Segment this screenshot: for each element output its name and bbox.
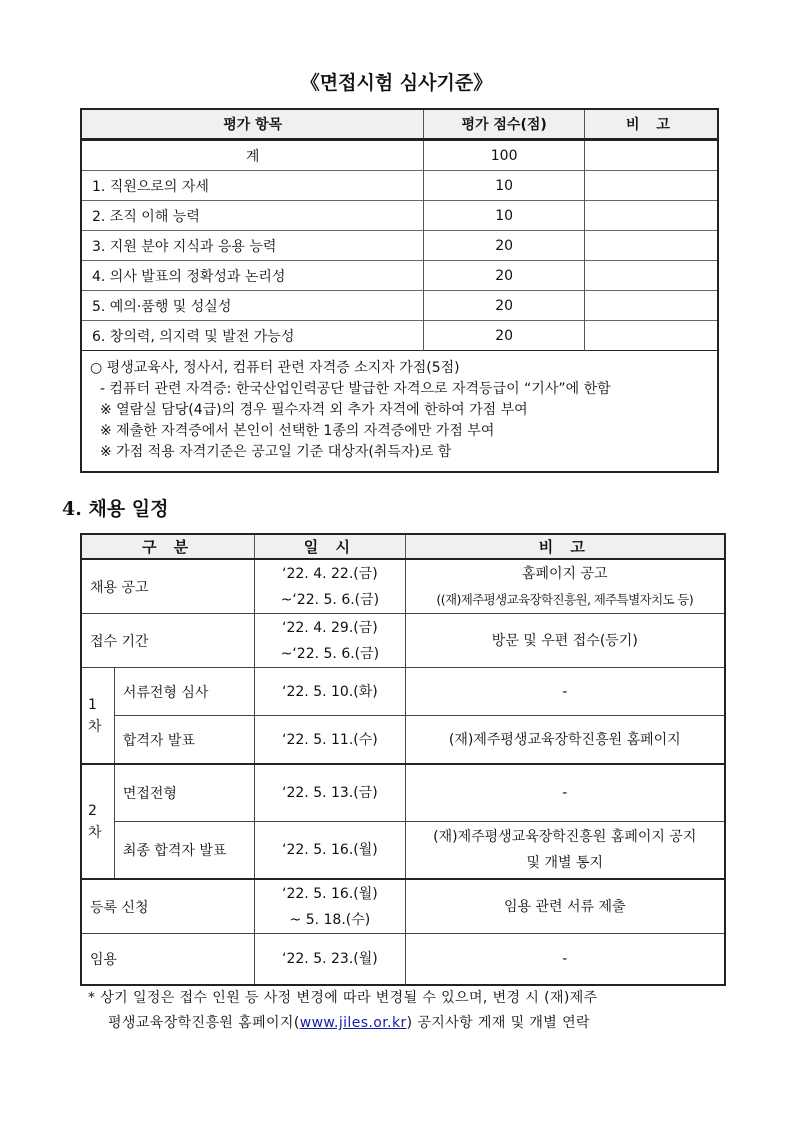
- notes-row: [81, 351, 718, 473]
- phase1-num: 1: [88, 696, 97, 713]
- header-item: 평가 항목: [81, 109, 424, 140]
- final-announce-remark: [405, 822, 725, 880]
- announce-remark-main: 홈페이지 공고: [521, 565, 608, 582]
- item-remark: [584, 201, 718, 231]
- header-remark: 비 고: [584, 109, 718, 140]
- item-label: 2. 조직 이해 능력: [81, 201, 424, 231]
- register-label: 등록 신청: [81, 879, 255, 934]
- total-score: 100: [424, 140, 585, 171]
- table-row: [81, 171, 718, 201]
- item-label: 3. 지원 분야 지식과 응용 능력: [81, 231, 424, 261]
- register-date-start: ‘22. 5. 16.(월): [282, 885, 378, 902]
- item-label: 1. 직원으로의 자세: [81, 171, 424, 201]
- appoint-remark: -: [405, 934, 725, 986]
- table-row: [81, 291, 718, 321]
- row-phase2-final: [81, 822, 725, 880]
- schedule-footnote: [88, 986, 598, 1036]
- item-remark: [584, 231, 718, 261]
- item-label: 6. 창의력, 의지력 및 발전 가능성: [81, 321, 424, 351]
- note-computer-cert: - 컴퓨터 관련 자격증: 한국산업인력공단 발급한 자격으로 자격등급이 “기사”에 한함: [100, 381, 611, 397]
- row-phase1-pass: [81, 716, 725, 765]
- interview-label: 면접전형: [114, 764, 254, 822]
- footnote-line1: * 상기 일정은 접수 인원 등 사정 변경에 따라 변경될 수 있으며, 변경 시 (재)제주: [88, 990, 598, 1006]
- item-score: 10: [424, 171, 585, 201]
- final-remark-line1: (재)제주평생교육장학진흥원 홈페이지 공지: [433, 829, 697, 845]
- item-score: 10: [424, 201, 585, 231]
- item-remark: [584, 291, 718, 321]
- row-phase2-interview: [81, 764, 725, 822]
- announce-label: 채용 공고: [90, 579, 149, 596]
- final-remark-line2: 및 개별 통지: [526, 855, 604, 871]
- pass-announce-remark: (재)제주평생교육장학진흥원 홈페이지: [405, 716, 725, 765]
- criteria-table: [80, 108, 719, 473]
- footnote-line2-pre: 평생교육장학진흥원 홈페이지(: [108, 1015, 300, 1031]
- footnote-line2-post: ) 공지사항 게재 및 개별 연락: [406, 1015, 590, 1031]
- item-score: 20: [424, 231, 585, 261]
- note-cert-criteria: ※ 가점 적용 자격기준은 공고일 기준 대상자(취득자)로 함: [100, 444, 452, 460]
- register-date: [255, 879, 405, 934]
- final-announce-date: ‘22. 5. 16.(월): [255, 822, 405, 880]
- phase2-num: 2: [88, 802, 97, 819]
- receipt-date: [255, 614, 405, 668]
- total-remark: [584, 140, 718, 171]
- doc-screen-label: 서류전형 심사: [114, 668, 254, 716]
- announce-date: [255, 559, 405, 614]
- receipt-date-end: ~‘22. 5. 6.(금): [280, 645, 380, 662]
- header-score: 평가 점수(점): [424, 109, 585, 140]
- note-one-cert: ※ 제출한 자격증에서 본인이 선택한 1종의 자격증에만 가점 부여: [100, 423, 495, 439]
- total-row: [81, 140, 718, 171]
- announce-remark-sub: ((재)제주평생교육장학진흥원, 제주특별자치도 등): [436, 591, 694, 607]
- receipt-remark: 방문 및 우편 접수(등기): [405, 614, 725, 668]
- announce-date-end: ~‘22. 5. 6.(금): [280, 591, 380, 608]
- row-register: [81, 879, 725, 934]
- item-label: 4. 의사 발표의 정확성과 논리성: [81, 261, 424, 291]
- item-remark: [584, 321, 718, 351]
- phase1-char: 차: [88, 718, 102, 735]
- appoint-date: ‘22. 5. 23.(월): [255, 934, 405, 986]
- item-score: 20: [424, 261, 585, 291]
- receipt-date-start: ‘22. 4. 29.(금): [282, 619, 378, 636]
- table-row: [81, 231, 718, 261]
- doc-screen-remark: -: [405, 668, 725, 716]
- row-phase1-doc: [81, 668, 725, 716]
- item-score: 20: [424, 291, 585, 321]
- pass-announce-date: ‘22. 5. 11.(수): [255, 716, 405, 765]
- final-announce-label: 최종 합격자 발표: [114, 822, 254, 880]
- phase1-label: [81, 668, 114, 765]
- announce-remark: [405, 559, 725, 614]
- receipt-label: 접수 기간: [81, 614, 255, 668]
- table-row: [81, 201, 718, 231]
- total-label: 계: [245, 148, 260, 165]
- appoint-label: 임용: [81, 934, 255, 986]
- table-row: [81, 261, 718, 291]
- item-score: 20: [424, 321, 585, 351]
- header-category: 구 분: [81, 534, 255, 559]
- section-heading: 4. 채용 일정: [62, 498, 169, 520]
- phase2-label: [81, 764, 114, 879]
- criteria-title: 《면접시험 심사기준》: [300, 72, 493, 94]
- header-remark: 비 고: [405, 534, 725, 559]
- schedule-table: [80, 533, 726, 986]
- note-reading-room: ※ 열람실 담당(4급)의 경우 필수자격 외 추가 자격에 한하여 가점 부여: [100, 402, 528, 418]
- criteria-header-row: [81, 109, 718, 140]
- item-remark: [584, 171, 718, 201]
- row-appoint: [81, 934, 725, 986]
- announce-date-start: ‘22. 4. 22.(금): [282, 565, 378, 582]
- schedule-header-row: [81, 534, 725, 559]
- doc-screen-date: ‘22. 5. 10.(화): [255, 668, 405, 716]
- header-datetime: 일 시: [255, 534, 405, 559]
- phase2-char: 차: [88, 824, 102, 841]
- row-receipt: [81, 614, 725, 668]
- table-row: [81, 321, 718, 351]
- register-remark: 임용 관련 서류 제출: [405, 879, 725, 934]
- item-label: 5. 예의·품행 및 성실성: [81, 291, 424, 321]
- notes-cell: [81, 351, 718, 473]
- interview-date: ‘22. 5. 13.(금): [255, 764, 405, 822]
- note-bonus: ○ 평생교육사, 정사서, 컴퓨터 관련 자격증 소지자 가점(5점): [90, 360, 460, 376]
- website-link[interactable]: www.jiles.or.kr: [299, 1015, 407, 1031]
- pass-announce-label: 합격자 발표: [114, 716, 254, 765]
- register-date-end: ~ 5. 18.(수): [289, 911, 371, 928]
- row-announce: [81, 559, 725, 614]
- item-remark: [584, 261, 718, 291]
- interview-remark: -: [405, 764, 725, 822]
- footnote-line2: [88, 1011, 598, 1036]
